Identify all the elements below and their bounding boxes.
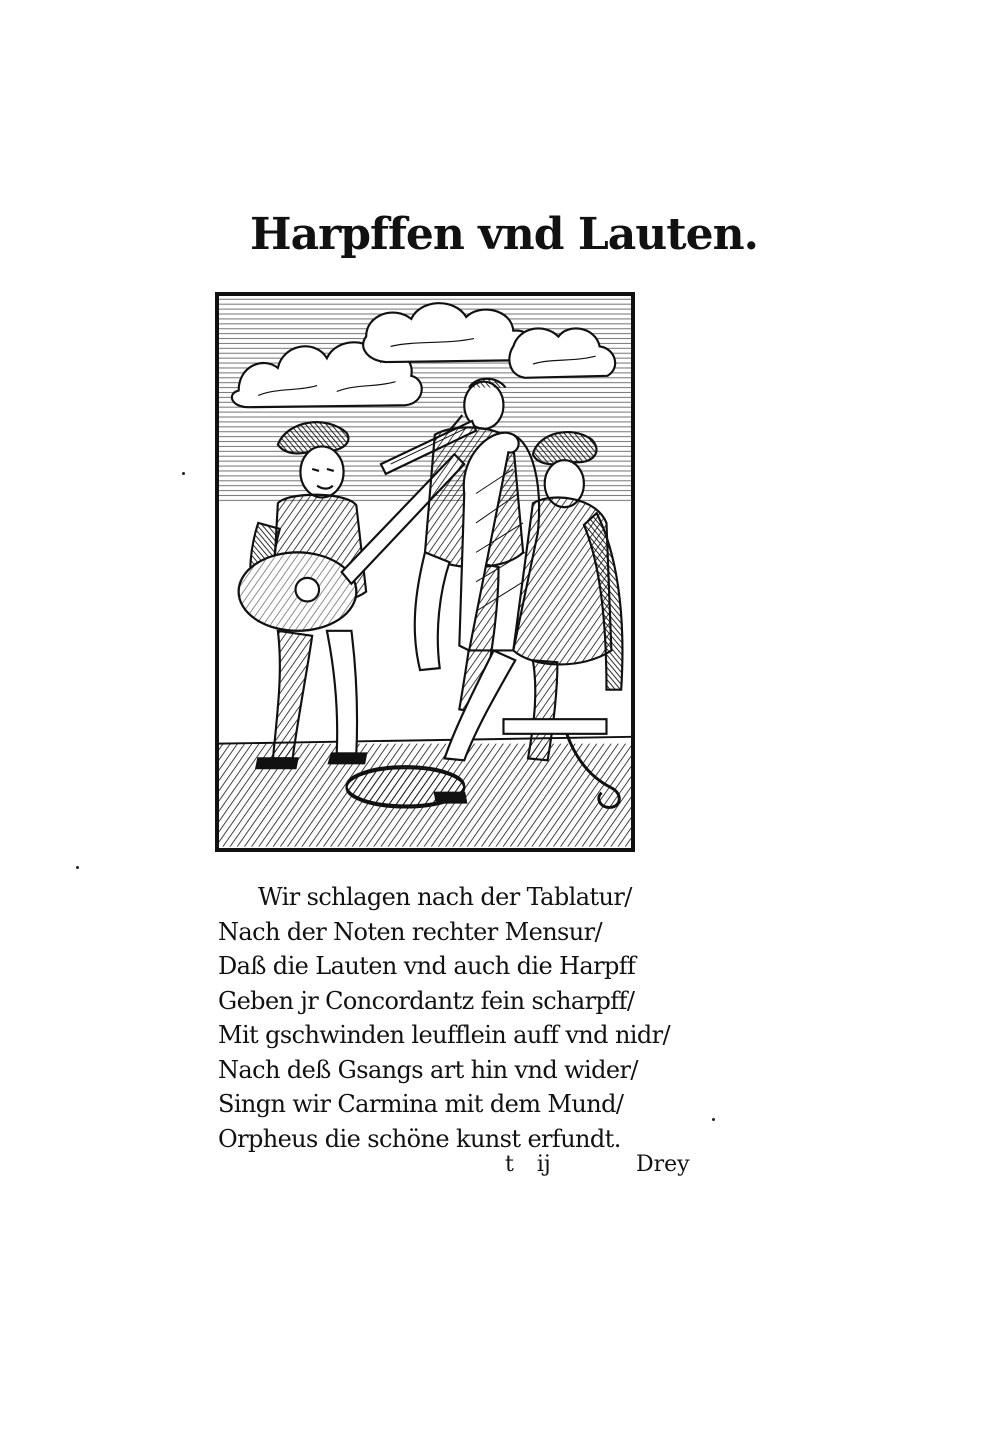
ink-speck <box>182 472 185 475</box>
musicians-woodcut-image <box>219 296 631 848</box>
signature-mark: t ij <box>505 1152 551 1177</box>
verse-block <box>218 880 738 1156</box>
verse-line-7: Singn wir Carmina mit dem Mund/ <box>218 1090 624 1118</box>
verse-line-4: Geben jr Concordantz fein scharpff/ <box>218 986 635 1015</box>
page-title: Harpffen vnd Lauten. <box>250 209 758 260</box>
verse-line-1: Wir schlagen nach der Tablatur/ <box>258 883 632 911</box>
verse-line-5: Mit gschwinden leufflein auff vnd nidr/ <box>218 1021 670 1049</box>
catchword: Drey <box>636 1152 690 1177</box>
ink-speck <box>76 866 79 869</box>
verse-line-2: Nach der Noten rechter Mensur/ <box>218 917 602 946</box>
verse-line-3: Daß die Lauten vnd auch die Harpff <box>218 952 636 980</box>
verse-line-8: Orpheus die schöne kunst erfundt. <box>218 1124 621 1153</box>
ink-speck <box>712 1118 715 1121</box>
verse-line-6: Nach deß Gsangs art hin vnd wider/ <box>218 1055 638 1084</box>
woodcut-illustration <box>215 292 635 852</box>
